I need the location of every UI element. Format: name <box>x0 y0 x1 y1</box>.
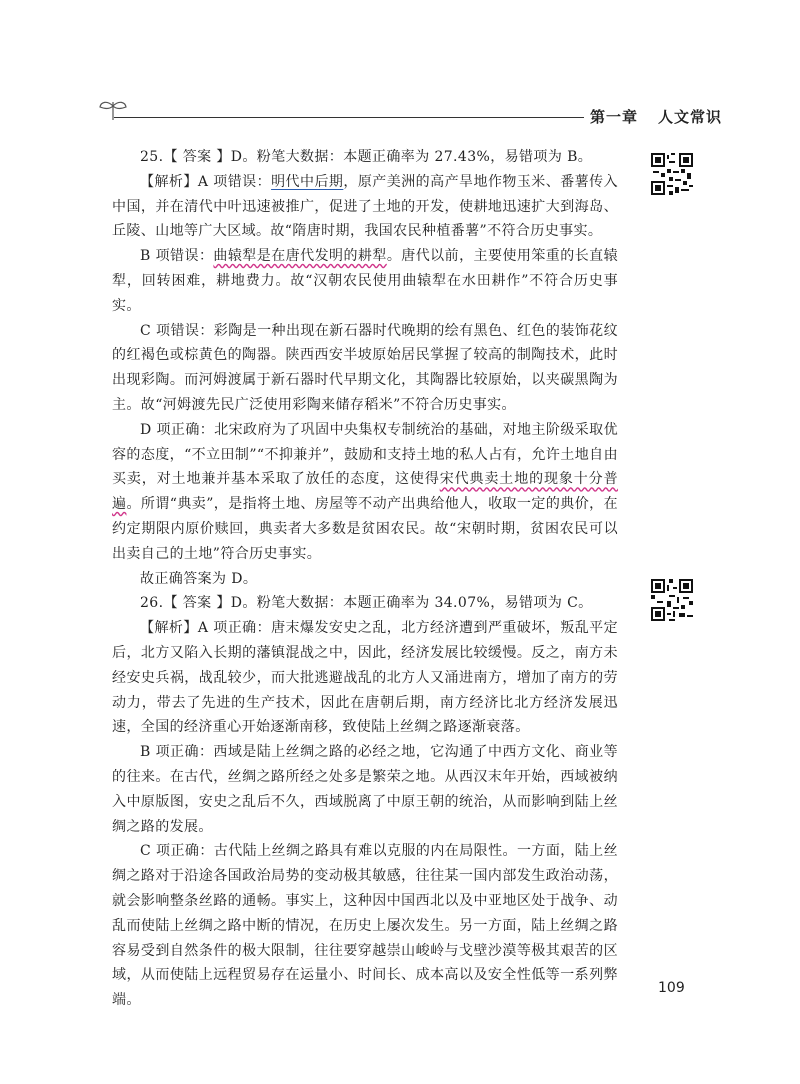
key-point-underline: 宋代典卖土地的现象十分普遍 <box>112 471 618 513</box>
q26-option-b: B 项正确：西域是陆上丝绸之路的必经之地，它沟通了中西方文化、商业等的往来。在古代，丝绸之路所经之处多是繁荣之地。从西汉末年开始，西域被纳入中原版图，安史之乱后不久，西域脱离了中原王朝的统治，从而影响到陆上丝绸之路的发展。 <box>112 744 618 835</box>
q25-option-c: C 项错误：彩陶是一种出现在新石器时代晚期的绘有黑色、红色的装饰花纹的红褐色或棕黄色的陶器。陕西西安半坡原始居民掌握了较高的制陶技术，此时出现彩陶。而河姆渡属于新石器时代早期文化，其陶器比较原始，以夹碳黑陶为主。故“河姆渡先民广泛使用彩陶来储存稻米”不符合历史事实。 <box>112 322 618 413</box>
q25-option-b: B 项错误：曲辕犁是在唐代发明的耕犁。唐代以前，主要使用笨重的长直辕犁，回转困难，耕地费力。故“汉朝农民使用曲辕犁在水田耕作”不符合历史事实。 <box>112 248 618 314</box>
chapter-title: 人文常识 <box>658 108 723 126</box>
key-point-underline: 曲辕犁是在唐代发明的耕犁 <box>213 248 387 265</box>
analysis-label: 【解析】 <box>140 173 198 190</box>
explanation-body <box>112 145 618 1013</box>
q26-option-a: 【解析】A 项正确：唐末爆发安史之乱，北方经济遭到严重破坏，叛乱平定后，北方又陷入长期的藩镇混战之中，因此，经济发展比较缓慢。反之，南方未经安史兵祸，战乱较少，而大批逃避战乱的北方人又涌进南方，增加了南方的劳动力，带去了先进的生产技术，因此在唐朝后期，南方经济比北方经济发展迅速，全国的经济重心开始逐渐南移，致使陆上丝绸之路逐渐衰落。 <box>112 620 619 736</box>
page-number: 109 <box>658 980 685 996</box>
qr-code-icon <box>651 153 693 195</box>
q25-conclusion: 故正确答案为 D。 <box>140 570 258 587</box>
chapter-heading <box>590 106 722 127</box>
chapter-number: 第一章 <box>590 108 639 126</box>
q25-option-a: 【解析】A 项错误：明代中后期，原产美洲的高产旱地作物玉米、番薯传入中国，并在清代中叶迅速被推广，促进了土地的开发，使耕地迅速扩大到海岛、丘陵、山地等广大区域。故“隋唐时期，我国农民种植番薯”不符合历史事实。 <box>112 173 618 240</box>
q25-option-d: D 项正确：北宋政府为了巩固中央集权专制统治的基础，对地主阶级采取优容的态度，“不立田制”“不抑兼并”，鼓励和支持土地的私人占有，允许土地自由买卖，对土地兼并基本采取了放任的态度，这使得宋代典卖土地的现象十分普遍。所谓“典卖”，是指将土地、房屋等不动产出典给他人，收取一定的典价，在约定期限内原价赎回，典卖者大多数是贫困农民。故“宋朝时期，贫困农民可以出卖自己的土地”符合历史事实。 <box>112 421 618 562</box>
key-point-underline: 明代中后期 <box>271 173 344 190</box>
q25-answer-line: 25.【 答案 】D。粉笔大数据：本题正确率为 27.43%，易错项为 B。 <box>140 149 593 165</box>
header-rule <box>114 117 584 118</box>
leaf-logo-icon <box>98 96 128 122</box>
q26-answer-line: 26.【 答案 】D。粉笔大数据：本题正确率为 34.07%，易错项为 C。 <box>140 595 593 612</box>
qr-code-icon <box>651 579 693 621</box>
q26-option-c: C 项正确：古代陆上丝绸之路具有难以克服的内在局限性。一方面，陆上丝绸之路对于沿途各国政治局势的变动极其敏感，往往某一国内部发生政治动荡，就会影响整条丝路的通畅。事实上，这种因中国西北以及中亚地区处于战争、动乱而使陆上丝绸之路中断的情况，在历史上屡次发生。另一方面，陆上丝绸之路容易受到自然条件的极大限制，往往要穿越崇山峻岭与戈壁沙漠等极其艰苦的区域，从而使陆上远程贸易存在运量小、时间长、成本高以及安全性低等一系列弊端。 <box>112 843 618 1009</box>
analysis-label: 【解析】 <box>140 620 198 637</box>
